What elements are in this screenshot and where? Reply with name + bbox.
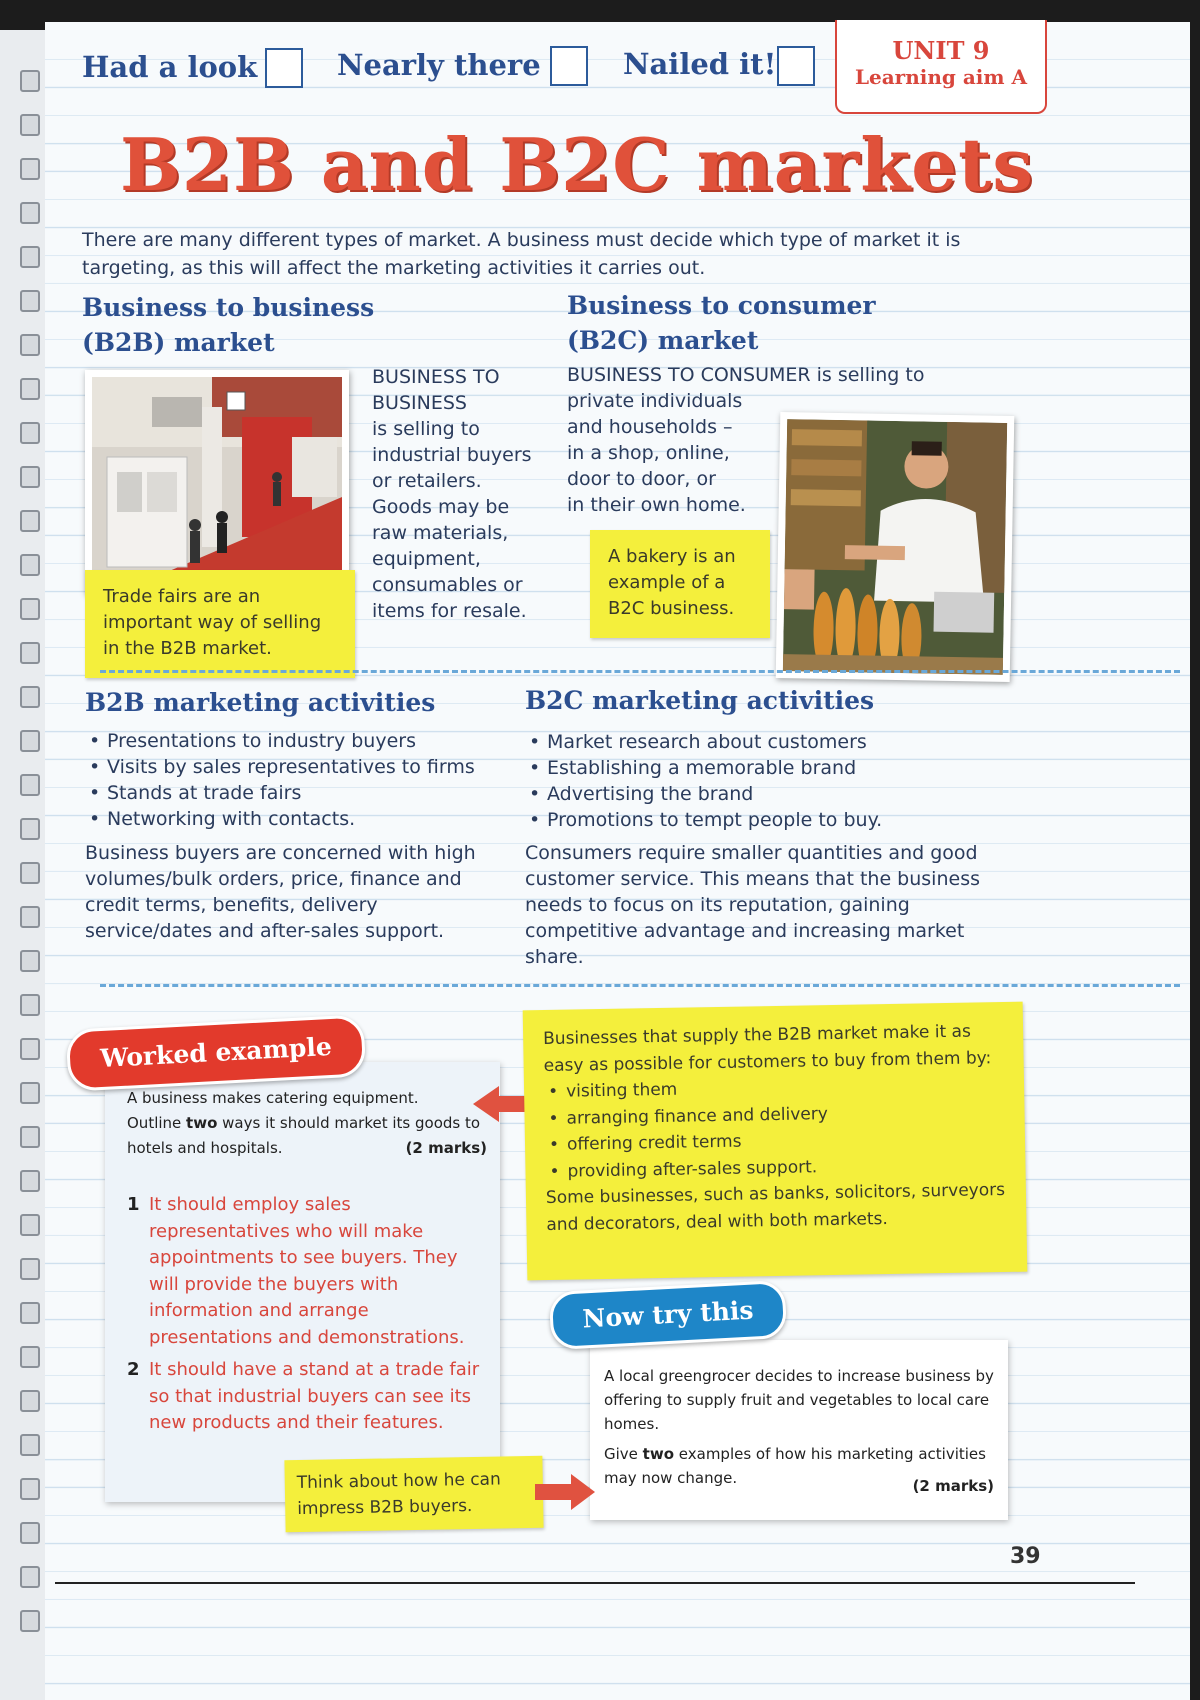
trade-fair-photo: [85, 370, 349, 594]
answer-text: It should employ sales representatives who will make appointments to see buyers. They will provide the buyers with information and arrange presentations and demonstrations.: [149, 1194, 465, 1348]
binder-ring: [20, 642, 40, 664]
b2b-activities-paragraph: Business buyers are concerned with high volumes/bulk orders, price, finance and credit terms, benefits, delivery service/dates and after-sales support.: [85, 842, 476, 942]
worked-example-label: Worked example: [99, 1031, 333, 1074]
learning-aim: Learning aim A: [854, 65, 1028, 89]
binder-ring: [20, 1610, 40, 1632]
had-a-look-checkbox[interactable]: [265, 48, 303, 88]
page-title: B2B and B2C markets: [120, 122, 1034, 207]
b2c-heading-line2: (B2C) market: [567, 326, 759, 355]
binder-ring: [20, 158, 40, 180]
b2b-desc-line: is selling to: [372, 418, 480, 440]
hint-note: Think about how he can impress B2B buyers.: [284, 1456, 543, 1532]
binder-ring: [20, 994, 40, 1016]
task-text: Give: [604, 1445, 643, 1463]
b2c-desc-line: BUSINESS TO CONSUMER is selling to: [567, 364, 925, 386]
b2c-heading-line1: Business to consumer: [567, 291, 876, 320]
list-item: • Presentations to industry buyers: [85, 728, 525, 754]
question-text: Outline: [127, 1114, 187, 1132]
trade-fair-image: [92, 377, 342, 587]
b2b-desc-line: consumables or: [372, 574, 523, 596]
b2b-tips-note: [523, 1002, 1028, 1281]
worked-example-card: [105, 1062, 500, 1502]
b2b-heading-line2: (B2B) market: [82, 328, 275, 357]
intro-text: There are many different types of market. A business must decide which type of market it is targeting, as this will affect the marketing activities it carries out.: [82, 229, 961, 279]
b2c-activities-list: [525, 729, 1005, 833]
list-item: • Promotions to tempt people to buy.: [525, 807, 1005, 833]
binder-ring: [20, 1434, 40, 1456]
b2c-desc-line: in their own home.: [567, 494, 746, 516]
task-emphasis: two: [642, 1445, 675, 1463]
page-bottom-rule: [55, 1582, 1135, 1584]
binder-ring: [20, 334, 40, 356]
task-text: A local greengrocer decides to increase business by offering to supply fruit and vegetables to local care homes.: [604, 1367, 994, 1433]
b2b-activities-list: [85, 728, 525, 832]
binder-ring: [20, 1126, 40, 1148]
bakery-image: [783, 419, 1007, 675]
binder-spine: [0, 30, 45, 1700]
trade-fair-caption: Trade fairs are an important way of selling in the B2B market.: [85, 570, 355, 678]
section-divider: [100, 670, 1180, 673]
binder-ring: [20, 1346, 40, 1368]
binder-ring: [20, 1214, 40, 1236]
binder-ring: [20, 246, 40, 268]
workbook-page: [45, 22, 1190, 1700]
b2b-desc-line: raw materials,: [372, 522, 509, 544]
b2b-heading-line1: Business to business: [82, 293, 375, 322]
b2c-desc-line: in a shop, online,: [567, 442, 730, 464]
bakery-caption: A bakery is an example of a B2C business.: [590, 530, 770, 638]
b2b-desc-line: or retailers.: [372, 470, 482, 492]
binder-ring: [20, 730, 40, 752]
binder-ring: [20, 422, 40, 444]
nearly-there-label: Nearly there: [337, 48, 541, 82]
section-divider: [100, 984, 1180, 987]
binder-ring: [20, 202, 40, 224]
b2c-desc-line: private individuals: [567, 390, 743, 412]
binder-ring: [20, 598, 40, 620]
list-item: • offering credit terms: [545, 1124, 1005, 1159]
list-item: • Market research about customers: [525, 729, 1005, 755]
b2b-desc-line: equipment,: [372, 548, 481, 570]
binder-ring: [20, 686, 40, 708]
binder-ring: [20, 290, 40, 312]
binder-ring: [20, 1390, 40, 1412]
list-item: • Stands at trade fairs: [85, 780, 525, 806]
answer-item: [127, 1357, 487, 1437]
binder-ring: [20, 1566, 40, 1588]
nearly-there-checkbox[interactable]: [550, 46, 588, 86]
binder-ring: [20, 70, 40, 92]
b2c-heading: [567, 288, 876, 358]
binder-ring: [20, 1038, 40, 1060]
binder-ring: [20, 1258, 40, 1280]
b2b-activities-heading: B2B marketing activities: [85, 688, 436, 717]
answer-text: It should have a stand at a trade fair so that industrial buyers can see its new products and their features.: [149, 1359, 480, 1433]
binder-ring: [20, 1302, 40, 1324]
now-try-this-card: [590, 1340, 1008, 1520]
binder-ring: [20, 774, 40, 796]
list-item: • Establishing a memorable brand: [525, 755, 1005, 781]
marks-label: (2 marks): [405, 1139, 487, 1157]
binder-ring: [20, 114, 40, 136]
list-item: • providing after-sales support.: [545, 1150, 1005, 1185]
tips-outro: Some businesses, such as banks, solicitors, surveyors and decorators, deal with both markets.: [545, 1179, 1006, 1235]
binder-ring: [20, 466, 40, 488]
binder-ring: [20, 950, 40, 972]
task-text: examples of how his marketing activities may now change.: [604, 1445, 986, 1487]
b2c-activities-paragraph: Consumers require smaller quantities and good customer service. This means that the business needs to focus on its reputation, gaining competitive advantage and increasing market share.: [525, 842, 980, 968]
now-try-this-text: [604, 1364, 994, 1495]
tips-intro: Businesses that supply the B2B market make it as easy as possible for customers to buy from them by:: [543, 1021, 992, 1076]
b2b-description: [372, 364, 562, 624]
list-item: • Networking with contacts.: [85, 806, 525, 832]
b2c-activities-heading: B2C marketing activities: [525, 686, 875, 715]
b2b-desc-line: BUSINESS: [372, 392, 467, 414]
marks-label: (2 marks): [912, 1477, 994, 1495]
unit-number: UNIT 9: [892, 36, 990, 65]
b2b-heading: [82, 290, 374, 360]
b2b-desc-line: items for resale.: [372, 600, 527, 622]
binder-ring: [20, 862, 40, 884]
list-item: • Advertising the brand: [525, 781, 1005, 807]
question-emphasis: two: [186, 1114, 218, 1132]
had-a-look-label: Had a look: [82, 50, 258, 84]
binder-ring: [20, 1522, 40, 1544]
tips-list: [544, 1071, 1006, 1185]
b2c-desc-line: door to door, or: [567, 468, 716, 490]
arrow-right-icon: [535, 1472, 595, 1512]
answer-item: [127, 1192, 487, 1351]
now-try-this-label: Now try this: [581, 1295, 755, 1334]
binder-ring: [20, 1082, 40, 1104]
binder-ring: [20, 818, 40, 840]
list-item: • Visits by sales representatives to firms: [85, 754, 525, 780]
list-item: • arranging finance and delivery: [544, 1097, 1004, 1132]
nailed-it-checkbox[interactable]: [777, 46, 815, 86]
answer-number: 2: [127, 1359, 140, 1380]
worked-example-question: [127, 1086, 487, 1161]
bakery-photo: [776, 412, 1015, 682]
unit-tab: [835, 20, 1047, 114]
binder-ring: [20, 906, 40, 928]
b2b-desc-line: BUSINESS TO: [372, 366, 500, 388]
binder-ring: [20, 554, 40, 576]
page-number: 39: [1010, 1544, 1041, 1569]
b2b-desc-line: industrial buyers: [372, 444, 532, 466]
binder-ring: [20, 378, 40, 400]
question-text: ways it should market its goods to hotels and hospitals.: [127, 1114, 481, 1157]
worked-example-answers: [127, 1192, 487, 1437]
question-line: A business makes catering equipment.: [127, 1089, 419, 1107]
b2c-desc-line: and households –: [567, 416, 733, 438]
b2b-desc-line: Goods may be: [372, 496, 510, 518]
binder-ring: [20, 510, 40, 532]
binder-ring: [20, 1478, 40, 1500]
answer-number: 1: [127, 1194, 140, 1215]
now-try-this-badge: [549, 1280, 788, 1350]
nailed-it-label: Nailed it!: [623, 47, 777, 81]
list-item: • visiting them: [544, 1071, 1004, 1106]
binder-ring: [20, 1170, 40, 1192]
